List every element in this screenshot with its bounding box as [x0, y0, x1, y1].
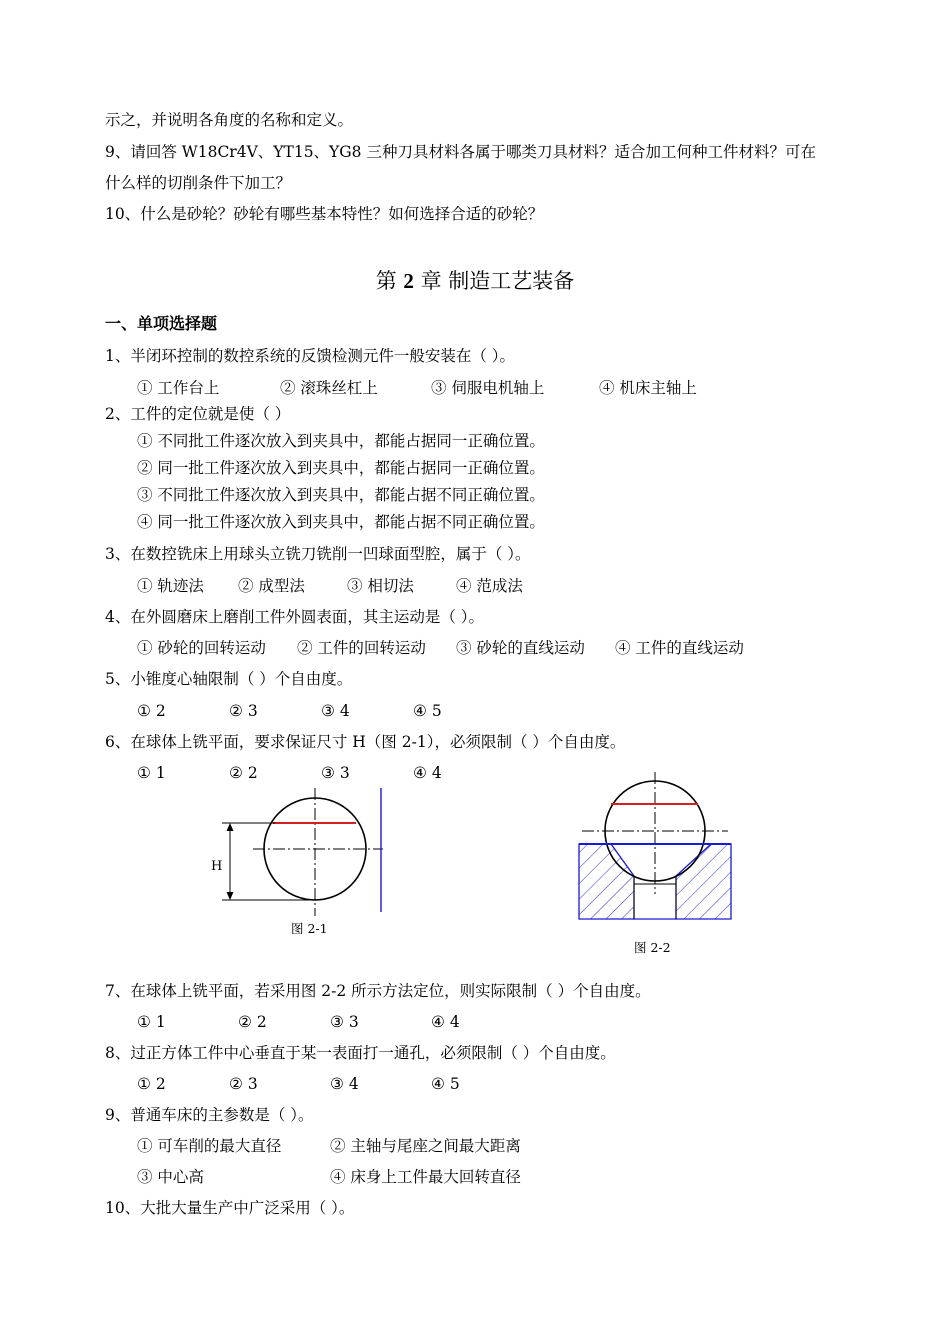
- question-4-option-4: ④ 工件的直线运动: [615, 639, 744, 657]
- question-6-stem: 6、在球体上铣平面，要求保证尺寸 H（图 2-1），必须限制（ ）个自由度。: [105, 733, 626, 751]
- question-5-option-4: ④ 5: [413, 702, 442, 720]
- question-8-stem: 8、过正方体工件中心垂直于某一表面打一通孔，必须限制（ ）个自由度。: [105, 1044, 616, 1062]
- question-1-stem: 1、半闭环控制的数控系统的反馈检测元件一般安装在（ ）。: [105, 347, 516, 365]
- question-7-option-3: ③ 3: [330, 1013, 359, 1031]
- question-8-option-1: ① 2: [137, 1075, 166, 1093]
- question-5-option-1: ① 2: [137, 702, 166, 720]
- question-7-option-2: ② 2: [238, 1013, 267, 1031]
- intro-line-3: 什么样的切削条件下加工？: [105, 174, 292, 192]
- question-9-option-3: ③ 中心高: [137, 1168, 204, 1186]
- intro-line-4: 10、什么是砂轮？砂轮有哪些基本特性？如何选择合适的砂轮？: [105, 205, 544, 223]
- question-2-option-4: ④ 同一批工件逐次放入到夹具中，都能占据不同正确位置。: [137, 513, 545, 531]
- question-4-option-1: ① 砂轮的回转运动: [137, 639, 266, 657]
- question-3-option-2: ② 成型法: [238, 577, 305, 595]
- figure-2-2-caption: 图 2-2: [634, 940, 671, 955]
- question-2-stem: 2、工件的定位就是使（ ）: [105, 405, 291, 423]
- question-10-stem: 10、大批大量生产中广泛采用（ ）。: [105, 1199, 355, 1217]
- question-1-option-2: ② 滚珠丝杠上: [280, 379, 378, 397]
- question-6-option-3: ③ 3: [321, 764, 350, 782]
- question-3-option-4: ④ 范成法: [456, 577, 523, 595]
- question-4-option-3: ③ 砂轮的直线运动: [456, 639, 585, 657]
- question-7-stem: 7、在球体上铣平面，若采用图 2-2 所示方法定位，则实际限制（ ）个自由度。: [105, 982, 651, 1000]
- question-4-stem: 4、在外圆磨床上磨削工件外圆表面，其主运动是（ ）。: [105, 608, 485, 626]
- question-2-option-3: ③ 不同批工件逐次放入到夹具中，都能占据不同正确位置。: [137, 486, 545, 504]
- question-4-option-2: ② 工件的回转运动: [297, 639, 426, 657]
- chapter-prefix: 第: [375, 269, 397, 293]
- intro-line-1: 示之，并说明各角度的名称和定义。: [105, 111, 354, 129]
- figure-2-1-dim-label: H: [211, 859, 223, 874]
- question-9-option-2: ② 主轴与尾座之间最大距离: [330, 1137, 521, 1155]
- question-6-option-4: ④ 4: [413, 764, 442, 782]
- question-3-option-1: ① 轨迹法: [137, 577, 204, 595]
- question-1-option-4: ④ 机床主轴上: [599, 379, 697, 397]
- question-5-option-2: ② 3: [229, 702, 258, 720]
- figure-2-1-caption: 图 2-1: [291, 921, 328, 936]
- chapter-name: 章 制造工艺装备: [420, 269, 575, 293]
- figure-2-2: [570, 768, 740, 928]
- question-9-option-4: ④ 床身上工件最大回转直径: [330, 1168, 521, 1186]
- chapter-number: 2: [403, 269, 414, 293]
- question-5-stem: 5、小锥度心轴限制（ ）个自由度。: [105, 670, 353, 688]
- chapter-title: [0, 266, 950, 296]
- question-9-option-1: ① 可车削的最大直径: [137, 1137, 282, 1155]
- question-1-option-1: ① 工作台上: [137, 379, 220, 397]
- question-1-option-3: ③ 伺服电机轴上: [431, 379, 545, 397]
- question-9-stem: 9、普通车床的主参数是（ ）。: [105, 1106, 314, 1124]
- section-title: 一、单项选择题: [105, 314, 218, 333]
- question-7-option-1: ① 1: [137, 1013, 166, 1031]
- question-7-option-4: ④ 4: [431, 1013, 460, 1031]
- question-3-stem: 3、在数控铣床上用球头立铣刀铣削一凹球面型腔，属于（ ）。: [105, 545, 531, 563]
- question-2-option-2: ② 同一批工件逐次放入到夹具中，都能占据同一正确位置。: [137, 459, 545, 477]
- question-6-option-2: ② 2: [229, 764, 258, 782]
- intro-line-2: 9、请回答 W18Cr4V、YT15、YG8 三种刀具材料各属于哪类刀具材料？适合加工何种工件材料？可在: [105, 143, 816, 161]
- question-2-option-1: ① 不同批工件逐次放入到夹具中，都能占据同一正确位置。: [137, 432, 545, 450]
- question-8-option-4: ④ 5: [431, 1075, 460, 1093]
- question-6-option-1: ① 1: [137, 764, 166, 782]
- question-8-option-2: ② 3: [229, 1075, 258, 1093]
- question-5-option-3: ③ 4: [321, 702, 350, 720]
- question-3-option-3: ③ 相切法: [347, 577, 414, 595]
- question-8-option-3: ③ 4: [330, 1075, 359, 1093]
- figure-2-1: [205, 786, 395, 916]
